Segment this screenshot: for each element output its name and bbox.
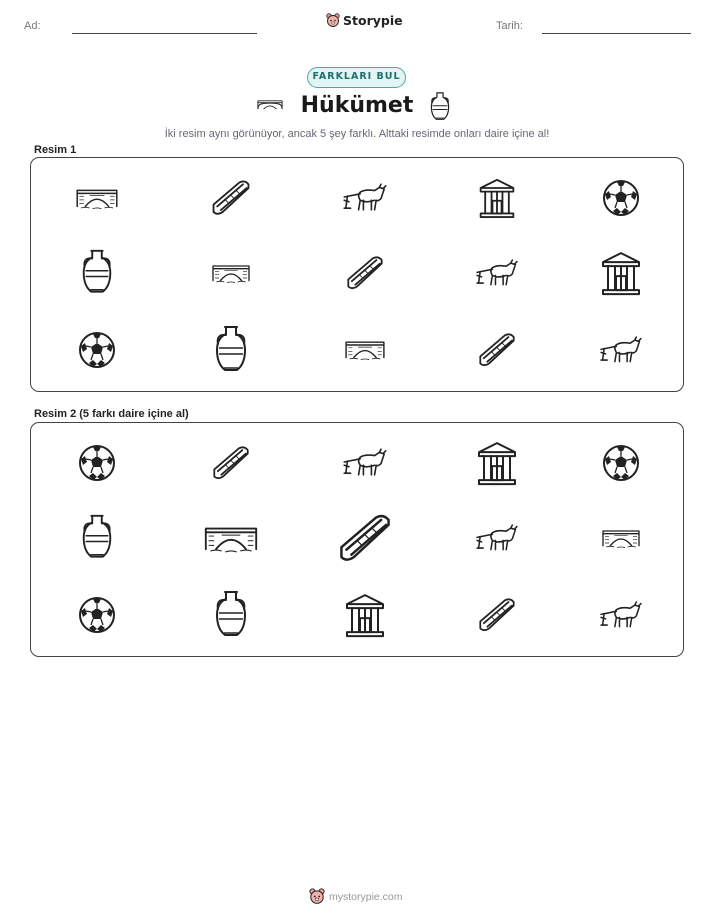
picture-2-ox-plow-icon[interactable]	[341, 439, 389, 487]
picture-1-ox-plow-icon	[341, 174, 389, 222]
picture-2-amphora-icon[interactable]	[78, 519, 116, 557]
picture-1-panel	[30, 157, 684, 392]
find-differences-badge: FARKLARI BUL	[307, 67, 406, 88]
picture-2-temple-icon[interactable]	[343, 593, 387, 637]
picture-2-ball-icon[interactable]	[77, 595, 117, 635]
date-line[interactable]	[542, 33, 691, 34]
picture-2-bridge-icon[interactable]	[601, 518, 641, 558]
picture-1-bridge-icon	[211, 253, 251, 293]
picture-1-temple-icon	[477, 178, 517, 218]
date-label: Tarih:	[496, 20, 523, 32]
amphora-icon	[427, 91, 453, 123]
picture-2-amphora-icon[interactable]	[211, 595, 251, 635]
logo-text: Storypie	[343, 13, 403, 28]
picture-1-ox-plow-icon	[598, 327, 644, 373]
picture-1-amphora-icon	[78, 254, 116, 292]
picture-2-ox-plow-icon[interactable]	[474, 515, 520, 561]
bear-logo-icon	[309, 888, 325, 905]
picture-2-label: Resim 2 (5 farkı daire içine al)	[34, 408, 189, 420]
picture-1-label: Resim 1	[34, 144, 77, 156]
name-line[interactable]	[72, 33, 257, 34]
picture-1-bridge-icon	[344, 329, 386, 371]
picture-2-bridge-icon[interactable]	[203, 510, 259, 566]
bear-logo-icon	[326, 13, 340, 28]
picture-1-amphora-icon	[211, 330, 251, 370]
picture-2-aqueduct-icon[interactable]	[475, 593, 519, 637]
picture-2-panel	[30, 422, 684, 657]
picture-2-temple-icon[interactable]	[475, 441, 519, 485]
footer-url: mystorypie.com	[329, 890, 403, 903]
picture-1-ox-plow-icon	[474, 250, 520, 296]
picture-1-ball-icon	[77, 330, 117, 370]
picture-1-temple-icon	[599, 251, 643, 295]
name-label: Ad:	[24, 20, 41, 32]
worksheet-title: Hükümet	[300, 93, 414, 118]
picture-2-aqueduct-icon[interactable]	[209, 441, 253, 485]
picture-2-ball-icon[interactable]	[77, 443, 117, 483]
picture-1-bridge-icon	[75, 176, 119, 220]
picture-2-ball-icon[interactable]	[601, 443, 641, 483]
instructions: İki resim aynı görünüyor, ancak 5 şey farklı. Alttaki resimde onları daire içine al!	[164, 128, 550, 140]
picture-2-ox-plow-icon[interactable]	[598, 592, 644, 638]
storypie-logo[interactable]	[326, 13, 403, 28]
picture-1-aqueduct-icon	[475, 328, 519, 372]
footer	[309, 888, 403, 905]
picture-1-ball-icon	[601, 178, 641, 218]
picture-1-aqueduct-icon	[343, 251, 387, 295]
picture-1-aqueduct-icon	[208, 175, 254, 221]
picture-2-aqueduct-icon[interactable]	[334, 507, 396, 569]
